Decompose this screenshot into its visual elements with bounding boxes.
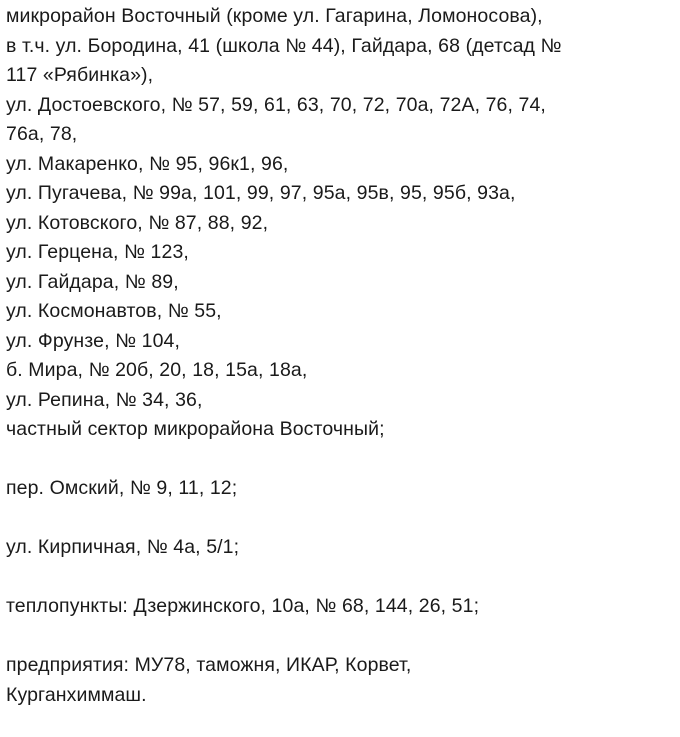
text-line: предприятия: МУ78, таможня, ИКАР, Корвет, — [6, 654, 412, 676]
text-line: ул. Гайдара, № 89, — [6, 270, 179, 293]
text-line: б. Мира, № 20б, 20, 18, 15а, 18а, — [6, 359, 308, 381]
text-line: ул. Космонавтов, № 55, — [6, 300, 222, 322]
text-line: в т.ч. ул. Бородина, 41 (школа № 44), Гайдара, 68 (детсад № — [6, 34, 562, 57]
text-line: частный сектор микрорайона Восточный; — [6, 418, 385, 440]
text-line: пер. Омский, № 9, 11, 12; — [6, 477, 238, 499]
text-line: ул. Достоевского, № 57, 59, 61, 63, 70, 72, 70а, 72А, 76, 74, — [6, 93, 546, 116]
paragraph-gap — [6, 622, 674, 652]
text-line: теплопункты: Дзержинского, 10а, № 68, 144, 26, 51; — [6, 595, 480, 617]
paragraph-gap — [6, 563, 674, 593]
text-line: ул. Макаренко, № 95, 96к1, 96, — [6, 152, 289, 175]
paragraph-gap — [6, 445, 674, 475]
text-line: ул. Котовского, № 87, 88, 92, — [6, 211, 269, 234]
document-body — [6, 2, 674, 710]
text-line: 76а, 78, — [6, 123, 78, 145]
text-line: Курганхиммаш. — [6, 683, 147, 706]
text-line: ул. Герцена, № 123, — [6, 241, 189, 263]
text-line: микрорайон Восточный (кроме ул. Гагарина, Ломоносова), — [6, 5, 543, 27]
text-line: ул. Репина, № 34, 36, — [6, 388, 203, 411]
paragraph-gap — [6, 504, 674, 534]
text-line: ул. Пугачева, № 99а, 101, 99, 97, 95а, 95в, 95, 95б, 93а, — [6, 182, 516, 204]
text-line: ул. Кирпичная, № 4а, 5/1; — [6, 536, 240, 558]
text-line: ул. Фрунзе, № 104, — [6, 329, 180, 352]
text-line: 117 «Рябинка»), — [6, 64, 154, 86]
